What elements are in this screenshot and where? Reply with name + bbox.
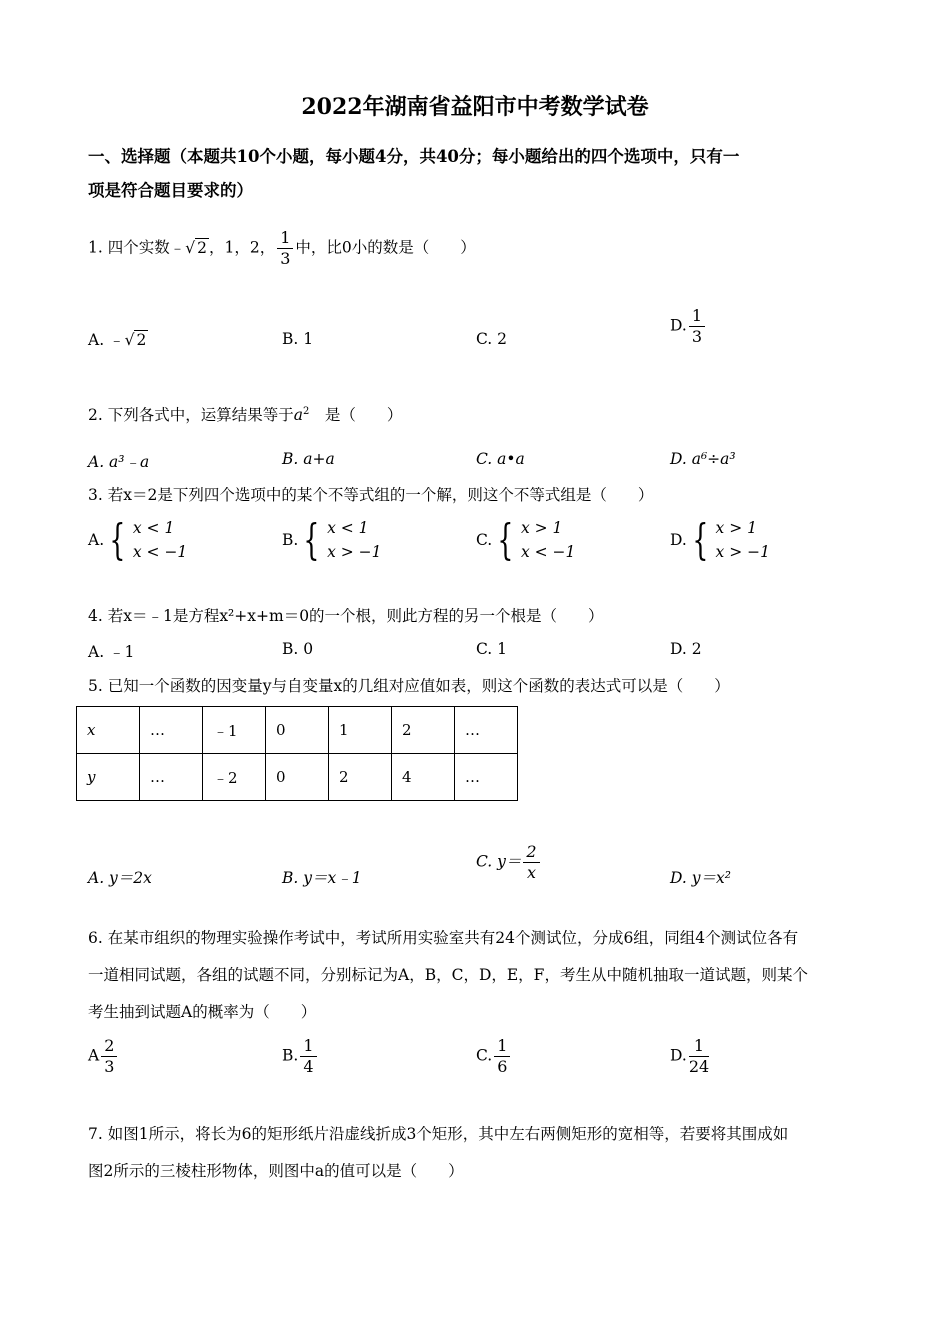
table-cell: 0 — [266, 707, 329, 754]
q1-option-a[interactable]: A. ﹣√ 2 — [88, 331, 147, 349]
table-cell: … — [140, 754, 203, 801]
q4-option-c[interactable]: C. 1 — [476, 640, 508, 658]
table-cell: y — [77, 754, 140, 801]
table-cell: … — [455, 707, 518, 754]
q6-option-a[interactable]: A $\frac{2}{3}$ — [88, 1036, 119, 1077]
table-cell: 1 — [329, 707, 392, 754]
q2-option-a[interactable]: A. a³﹣a — [88, 453, 150, 471]
table-cell: ﹣1 — [203, 707, 266, 754]
table-cell: … — [455, 754, 518, 801]
table-cell: 2 — [392, 707, 455, 754]
q2-option-d[interactable]: D. a⁶÷a³ — [670, 450, 736, 468]
table-cell: 0 — [266, 754, 329, 801]
q3-option-b[interactable]: B. { x < 1 x > −1 — [282, 515, 382, 564]
question-7-stem: 7. 如图1所示，将长为6的矩形纸片沿虚线折成3个矩形，其中左右两侧矩形的宽相等，若要将其围成如 图2所示的三棱柱形物体，则图中a的值可以是（ ） — [88, 1125, 789, 1180]
q3-option-a[interactable]: A. { x < 1 x < −1 — [88, 515, 188, 564]
value-table — [76, 706, 518, 801]
q5-option-a[interactable]: A. y＝2x — [88, 869, 152, 887]
q6-option-c[interactable]: C. $\frac{1}{6}$ — [476, 1036, 512, 1077]
table-row — [77, 754, 518, 801]
q5-option-d[interactable]: D. y＝x² — [670, 869, 731, 887]
q3-option-d[interactable]: D. { x > 1 x > −1 — [670, 515, 770, 564]
q6-option-b[interactable]: B. $\frac{1}{4}$ — [282, 1036, 319, 1077]
question-4-stem: 4. 若x＝﹣1是方程x²+x+m＝0的一个根，则此方程的另一个根是（ ） — [88, 607, 604, 625]
table-cell: 4 — [392, 754, 455, 801]
question-3-stem: 3. 若x＝2是下列四个选项中的某个不等式组的一个解，则这个不等式组是（ ） — [88, 486, 654, 504]
table-cell: … — [140, 707, 203, 754]
table-row — [77, 707, 518, 754]
table-cell: x — [77, 707, 140, 754]
q1-option-d[interactable]: D. $\frac{1}{3}$ — [670, 306, 707, 347]
q5-option-c[interactable]: C. y＝ $\frac{2}{x}$ — [476, 842, 542, 883]
q6-option-d[interactable]: D. $\frac{1}{24}$ — [670, 1036, 710, 1076]
q4-option-a[interactable]: A. ﹣1 — [88, 643, 135, 661]
question-2-stem: 2. 下列各式中，运算结果等于$a^2$ 是（ ） — [88, 406, 403, 425]
q3-option-c[interactable]: C. { x > 1 x < −1 — [476, 515, 576, 564]
question-1-stem: 1. 四个实数﹣√ 2 ，1，2， $\frac{1}{3}$ 中，比0小的数是（ ） — [88, 228, 476, 268]
page-title: 2022年湖南省益阳市中考数学试卷 — [301, 94, 649, 120]
fraction: $\frac{1}{3}$ — [277, 228, 293, 269]
q2-option-b[interactable]: B. a+a — [282, 450, 335, 468]
question-6-stem: 6. 在某市组织的物理实验操作考试中，考试所用实验室共有24个测试位，分成6组，同组4个测试位各有 一道相同试题，各组的试题不同，分别标记为A，B，C，D，E，F，考生从中随机抽取一道试题，则某个 考生抽到试题A的概率为（ ） — [88, 929, 808, 1021]
q1-option-c[interactable]: C. 2 — [476, 330, 508, 348]
section-heading-line2: 项是符合题目要求的） — [88, 181, 253, 200]
table-cell: ﹣2 — [203, 754, 266, 801]
q2-option-c[interactable]: C. a•a — [476, 450, 525, 468]
q5-option-b[interactable]: B. y＝x﹣1 — [282, 869, 362, 887]
question-5-stem: 5. 已知一个函数的因变量y与自变量x的几组对应值如表，则这个函数的表达式可以是（ ） — [88, 677, 730, 695]
q4-option-d[interactable]: D. 2 — [670, 640, 702, 658]
q4-option-b[interactable]: B. 0 — [282, 640, 314, 658]
section-heading — [88, 140, 878, 208]
section-heading-line1: 一、选择题（本题共10个小题，每小题4分，共40分；每小题给出的四个选项中，只有一 — [88, 147, 740, 166]
table-cell: 2 — [329, 754, 392, 801]
q1-option-b[interactable]: B. 1 — [282, 330, 314, 348]
